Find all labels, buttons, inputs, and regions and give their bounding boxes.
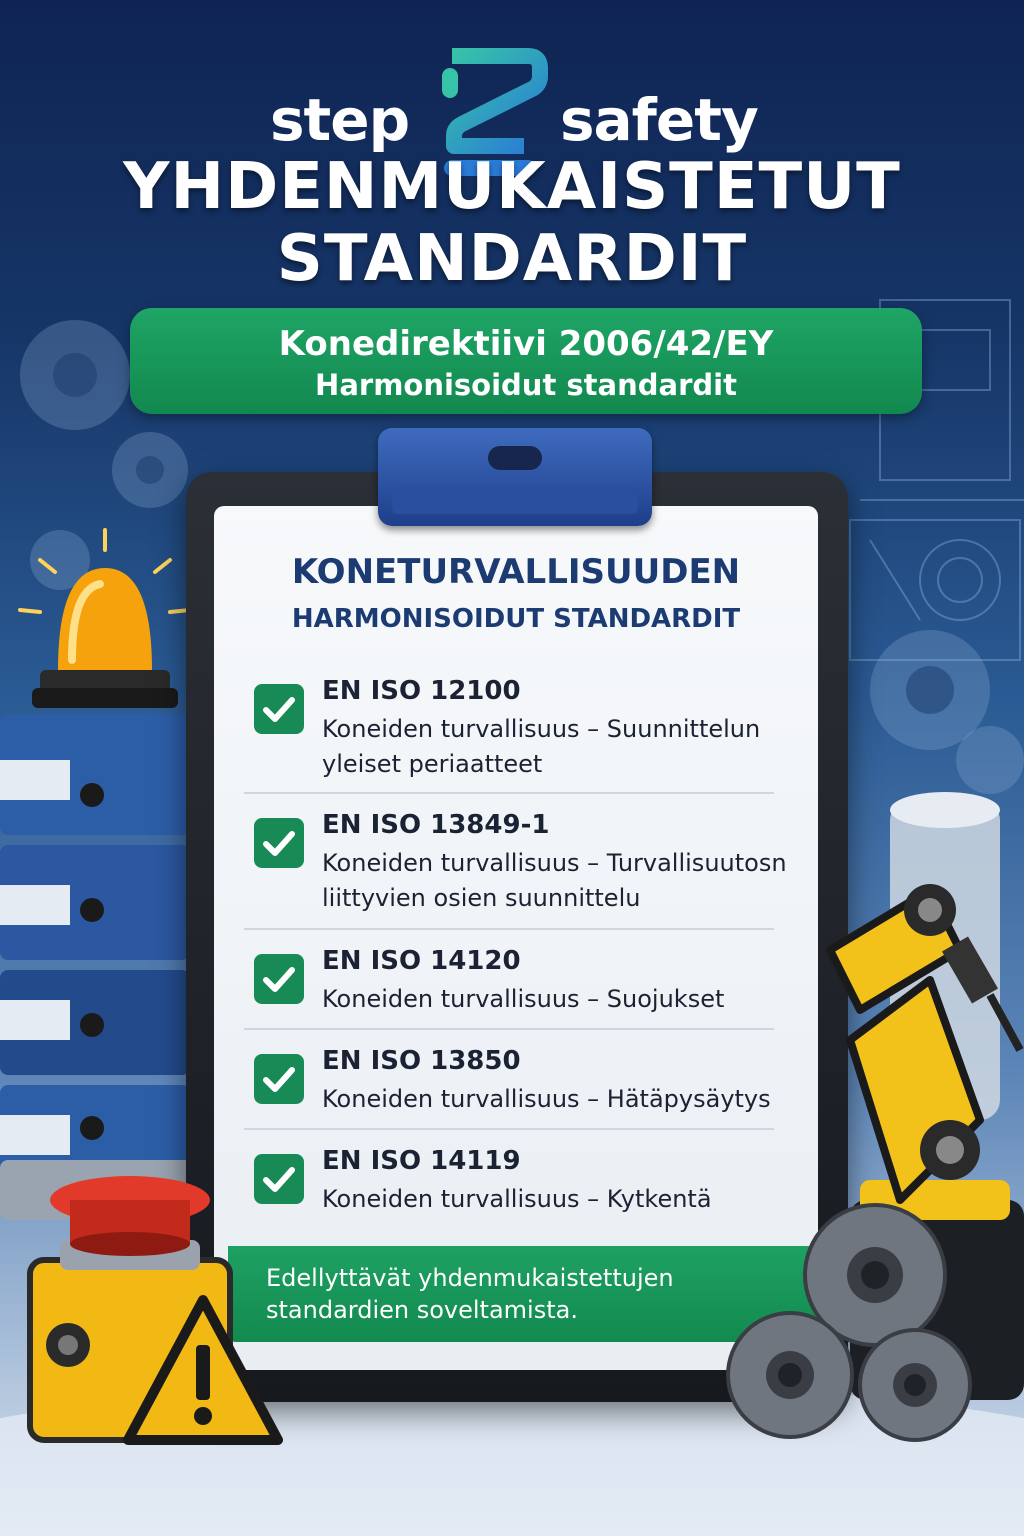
binder-icon	[0, 715, 200, 1220]
checklist-subheading: HARMONISOIDUT STANDARDIT	[291, 604, 741, 634]
checklist-heading: KONETURVALLISUUDEN	[291, 552, 741, 592]
brand-right-word: safety	[560, 86, 758, 154]
standard-code: EN ISO 14119	[322, 1146, 521, 1176]
divider	[244, 1028, 774, 1030]
standard-code: EN ISO 13850	[322, 1046, 521, 1076]
banner-line2: Harmonisoidut standardit	[315, 368, 737, 402]
brand-left-word: step	[270, 86, 410, 154]
divider	[244, 928, 774, 930]
banner-line1: Konedirektiivi 2006/42/EY	[278, 324, 774, 364]
check-icon	[254, 818, 304, 868]
check-icon	[254, 1054, 304, 1104]
standard-description: Koneiden turvallisuus – Hätäpysäytys	[322, 1085, 771, 1113]
standard-code: EN ISO 12100	[322, 676, 521, 706]
standard-description: Koneiden turvallisuus – Kytkentä	[322, 1185, 712, 1213]
standard-description: Koneiden turvallisuus – Suojukset	[322, 985, 725, 1013]
standard-description: Koneiden turvallisuus – Turvallisuutosn liittyvien osien suunnittelu	[322, 849, 787, 912]
page-title-line2: STANDARDIT	[276, 222, 748, 296]
standard-code: EN ISO 14120	[322, 946, 521, 976]
footer-text: Edellyttävät yhdenmukaistettujen standardien soveltamista.	[266, 1264, 674, 1324]
check-icon	[254, 954, 304, 1004]
brand-logo	[0, 40, 1024, 154]
standard-description: Koneiden turvallisuus – Suunnittelun yleiset periaatteet	[322, 715, 761, 778]
check-icon	[254, 684, 304, 734]
clip-band	[392, 486, 638, 514]
divider	[244, 792, 774, 794]
binder-stack	[0, 520, 200, 1220]
divider	[244, 1128, 774, 1130]
page-title-line1: YHDENMUKAISTETUT	[123, 150, 901, 224]
standard-code: EN ISO 13849-1	[322, 810, 550, 840]
gear-icon	[700, 1190, 1000, 1470]
warning-beacon-icon	[20, 530, 190, 708]
clip-hole	[488, 446, 542, 470]
directive-banner	[130, 308, 922, 414]
clipboard-clip	[378, 428, 652, 526]
warning-triangle-icon	[118, 1290, 288, 1460]
